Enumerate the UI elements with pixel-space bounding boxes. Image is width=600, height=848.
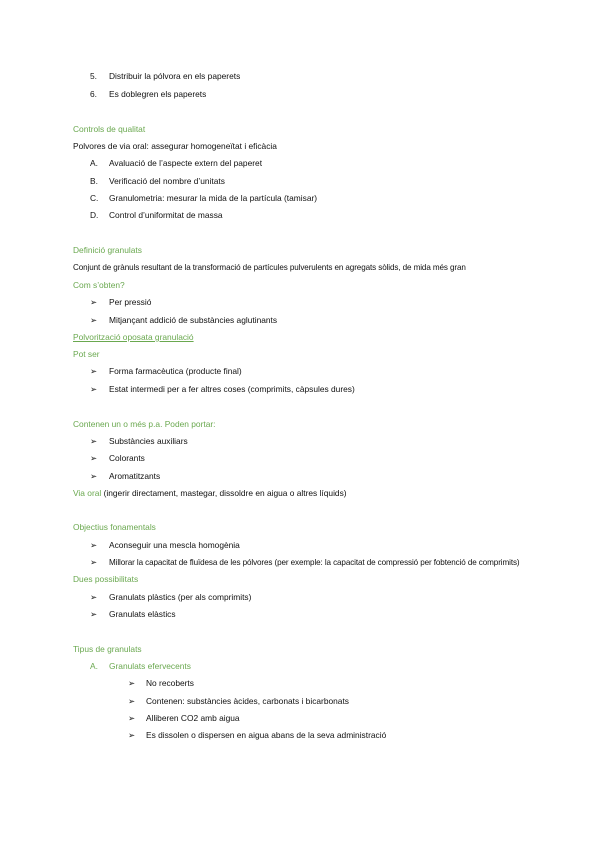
section-heading-quality: Controls de qualitat — [73, 124, 146, 134]
bullet-item: ➢ Aromatitzants — [90, 471, 161, 481]
paragraph: Polvores de via oral: assegurar homogeneïtat i eficàcia — [73, 141, 277, 151]
section-heading-objectives: Objectius fonamentals — [73, 522, 156, 532]
bullet-item: ➢ Aconseguir una mescla homogènia — [90, 540, 240, 550]
subheading-can-be: Pot ser — [73, 349, 100, 359]
bullet-item: ➢ Mitjançant addició de substàncies aglutinants — [90, 315, 278, 325]
bullet-item: ➢ No recoberts — [128, 678, 194, 688]
bullet-item: ➢ Estat intermedi per a fer altres coses (comprimits, càpsules dures) — [90, 384, 355, 394]
bullet-item: ➢ Alliberen CO2 amb aigua — [128, 713, 240, 723]
section-heading-contents: Contenen un o més p.a. Poden portar: — [73, 419, 216, 429]
bullet-item: ➢ Colorants — [90, 453, 145, 463]
list-item: D. Control d’uniformitat de massa — [90, 210, 223, 220]
bullet-item: ➢ Granulats elàstics — [90, 609, 176, 619]
via-oral-text: (ingerir directament, mastegar, dissoldre en aigua o altres líquids) — [101, 488, 347, 498]
subheading-how: Com s’obten? — [73, 280, 125, 290]
via-oral-line — [73, 488, 347, 498]
bullet-item: ➢ Forma farmacèutica (producte final) — [90, 366, 242, 376]
bullet-item: ➢ Contenen: substàncies àcides, carbonats i bicarbonats — [128, 696, 349, 706]
list-item: 5. Distribuir la pólvora en els paperets — [90, 71, 241, 81]
via-oral-label: Via oral — [73, 488, 102, 498]
list-item: 6. Es doblegren els paperets — [90, 89, 207, 99]
bullet-item: ➢ Per pressió — [90, 297, 152, 307]
bullet-item: ➢ Millorar la capacitat de fluïdesa de les pólvores (per exemple: la capacitat de compressió per fobtenció de comprimits) — [90, 557, 520, 567]
bullet-item: ➢ Granulats plàstics (per als comprimits) — [90, 592, 252, 602]
section-heading-definition: Definició granulats — [73, 245, 142, 255]
subsection-heading: A. Granulats efervecents — [90, 661, 191, 671]
subheading-two-options: Dues possibilitats — [73, 574, 139, 584]
bullet-item: ➢ Substàncies auxiliars — [90, 436, 188, 446]
list-item: B. Verificació del nombre d’unitats — [90, 176, 225, 186]
paragraph: Conjunt de grànuls resultant de la transformació de partícules pulverulents en agregats sòlids, de mida més gran — [73, 263, 466, 272]
list-item: C. Granulometria: mesurar la mida de la partícula (tamisar) — [90, 193, 318, 203]
list-item: A. Avaluació de l’aspecte extern del paperet — [90, 158, 263, 168]
underlined-link[interactable]: Polvorització oposata granulació — [73, 332, 194, 342]
bullet-item: ➢ Es dissolen o dispersen en aigua abans de la seva administració — [128, 730, 387, 740]
section-heading-types: Tipus de granulats — [73, 644, 142, 654]
